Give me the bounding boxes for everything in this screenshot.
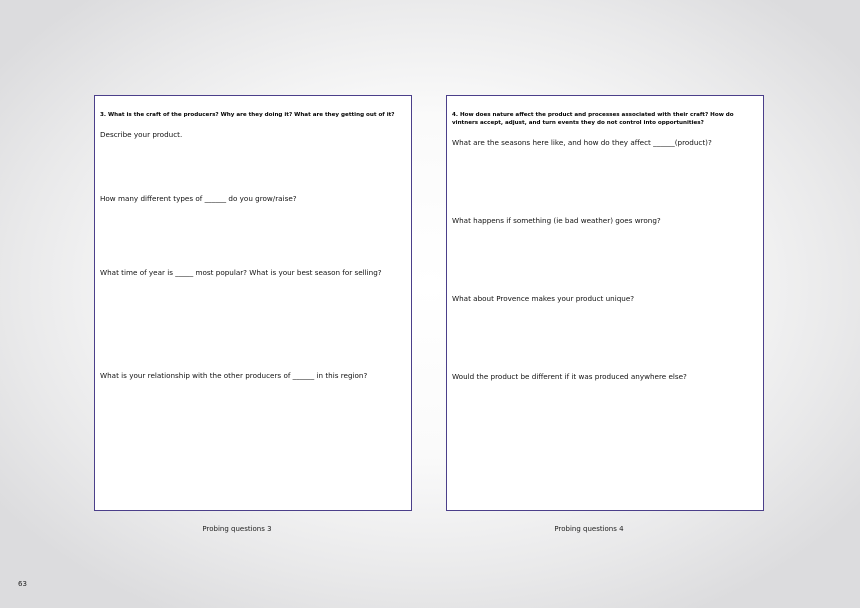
right-section-heading: 4. How does nature affect the product and processes associated with their craft? How do vintners accept, adjust, and turn events they do not control into opportunities? xyxy=(452,112,734,126)
left-question-2: How many different types of ______ do you grow/raise? xyxy=(100,194,297,203)
left-question-4: What is your relationship with the other producers of ______ in this region? xyxy=(100,371,368,380)
left-question-3: What time of year is _____ most popular? What is your best season for selling? xyxy=(100,268,382,277)
worksheet-page-left xyxy=(94,95,412,511)
left-section-heading: 3. What is the craft of the producers? Why are they doing it? What are they getting out of it? xyxy=(100,112,395,118)
left-question-1: Describe your product. xyxy=(100,130,183,139)
page-number: 63 xyxy=(18,580,27,588)
worksheet-page-right xyxy=(446,95,764,511)
right-question-2: What happens if something (ie bad weather) goes wrong? xyxy=(452,216,661,225)
left-page-caption: Probing questions 3 xyxy=(202,525,272,533)
right-question-4: Would the product be different if it was produced anywhere else? xyxy=(452,372,687,381)
right-question-1: What are the seasons here like, and how do they affect ______(product)? xyxy=(452,138,712,147)
right-page-caption: Probing questions 4 xyxy=(554,525,624,533)
right-question-3: What about Provence makes your product unique? xyxy=(452,294,635,303)
